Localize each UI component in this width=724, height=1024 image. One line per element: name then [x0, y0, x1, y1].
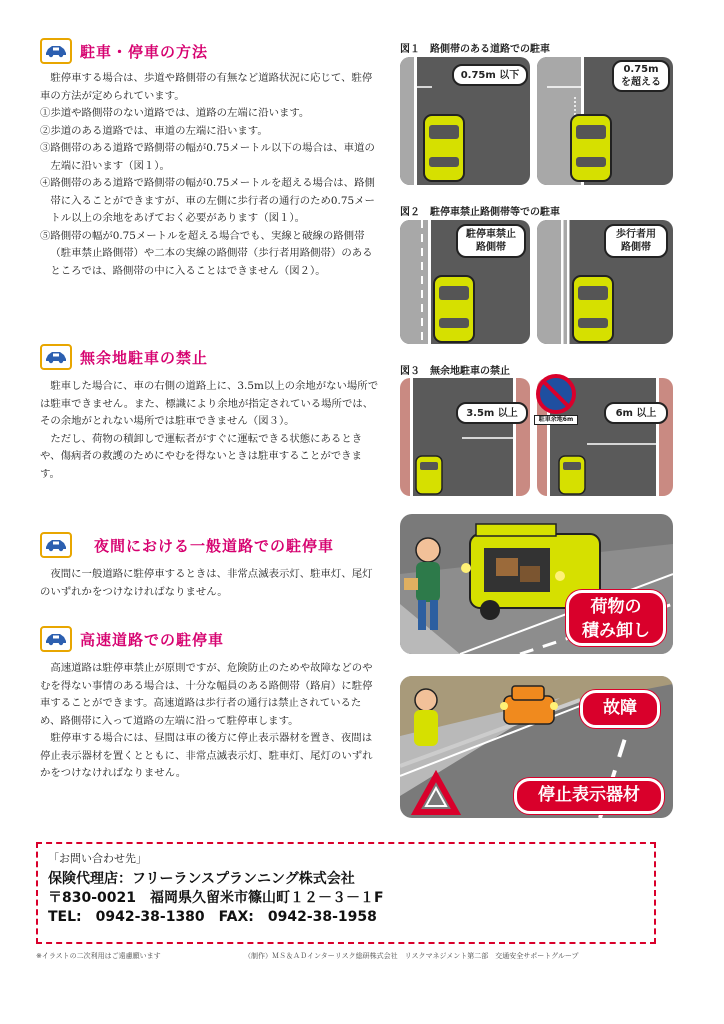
car-top-view [424, 115, 464, 181]
section-body-night [40, 566, 380, 601]
label-warning-device: 停止表示器材 [514, 778, 664, 814]
callout-left [456, 224, 526, 258]
callout-line: 駐停車禁止 [466, 229, 516, 240]
section-title: 高速道路での駐停車 [80, 630, 225, 649]
footer-credit: （制作）ＭＳ＆ＡＤインターリスク総研株式会社 リスクマネジメント第二部 交通安全サポートグループ [244, 952, 579, 960]
contact-phone: TEL: 0942-38-1380 FAX: 0942-38-1958 [48, 909, 377, 925]
section-body-parking [40, 70, 380, 280]
no-parking-sign [536, 374, 576, 424]
section-heading-highway [40, 626, 224, 652]
car-icon [40, 532, 72, 558]
label-loading [566, 590, 666, 646]
list-item: ⑤路側帯の幅が0.75メートルを超える場合でも、実線と破線の路側帯（駐車禁止路側帯）や二本の実線の路側帯（歩行者用路側帯）のあるところでは、路側帯の中に入ることはできません（図２）。 [40, 229, 373, 277]
car-top-view [434, 276, 474, 342]
callout-line: 路側帯 [621, 242, 651, 253]
car-icon [40, 38, 72, 64]
contact-box [36, 842, 656, 944]
figure-3-caption: 図３ 無余地駐車の禁止 [400, 366, 510, 377]
label-breakdown: 故障 [580, 690, 660, 728]
callout-right [604, 224, 668, 258]
paragraph: 夜間に一般道路に駐停車するときは、非常点滅表示灯、駐車灯、尾灯のいずれかをつけなければなりません。 [40, 568, 373, 598]
paragraph: 駐車した場合に、車の右側の道路上に、3.5m以上の余地がない場所では駐車できません。また、標識により余地が指定されている場所では、その余地がとれない場所では駐車できません（図３）。 [40, 380, 379, 427]
label-line: 積み卸し [582, 621, 650, 641]
callout-line: 歩行者用 [616, 229, 656, 240]
person-illustration [414, 689, 438, 746]
callout-left: 0.75m 以下 [452, 64, 528, 86]
section-heading-parking [40, 38, 208, 64]
section-body-highway [40, 660, 380, 783]
callout-line: を超える [621, 77, 661, 88]
no-parking-sign-icon [536, 374, 576, 414]
callout-line: 路側帯 [476, 242, 506, 253]
car-top-view [573, 276, 613, 342]
callout-line: 0.75m [623, 64, 659, 75]
label-line: 荷物の [590, 597, 642, 617]
paragraph: 高速道路は駐停車禁止が原則ですが、危険防止のためや故障などのやむを得ない事情のある場合は、十分な幅員のある路側帯（路肩）に駐停車することができます。高速道路は歩行者の通行は禁止されているため、路側帯に入って道路の左端に沿って駐停車します。 [40, 662, 373, 727]
figure-3-left-panel [400, 378, 530, 496]
section-title: 駐車・停車の方法 [80, 42, 209, 61]
list-item: ③路側帯のある道路で路側帯の幅が0.75メートル以下の場合は、車道の左端に沿います（図１）。 [40, 142, 375, 172]
section-title: 無余地駐車の禁止 [80, 348, 209, 367]
section-heading-night [40, 532, 334, 558]
car-icon [40, 344, 72, 370]
callout-left: 3.5m 以上 [456, 402, 528, 424]
list-item: ②歩道のある道路では、車道の左端に沿います。 [40, 124, 268, 137]
callout-right: 6m 以上 [604, 402, 668, 424]
contact-heading: 「お問い合わせ先」 [48, 852, 147, 865]
section-heading-no-space [40, 344, 208, 370]
section-body-no-space [40, 378, 380, 483]
figure-1-caption: 図１ 路側帯のある道路での駐車 [400, 44, 550, 55]
figure-2-caption: 図２ 駐停車禁止路側帯等での駐車 [400, 207, 560, 218]
list-item: ④路側帯のある道路で路側帯の幅が0.75メートルを超える場合は、路側帯に入ることができますが、車の左側に歩行者の通行のため0.75メートル以上の余地をあげておく必要があります（図１）。 [40, 177, 375, 224]
sign-plate: 駐車余地6m [534, 415, 578, 425]
paragraph: 駐停車する場合は、歩道や路側帯の有無など道路状況に応じて、駐停車の方法が定められています。 [40, 72, 373, 102]
list-item: ①歩道や路側帯のない道路では、道路の左端に沿います。 [40, 107, 310, 119]
footer-note: ※イラストの二次利用はご遠慮願います [36, 952, 161, 960]
callout-right [612, 60, 670, 92]
section-title: 夜間における一般道路での駐停車 [94, 536, 335, 555]
paragraph: ただし、荷物の積卸しで運転者がすぐに運転できる状態にあるときや、傷病者の救護のためにやむを得ないときは駐車することができます。 [40, 432, 363, 480]
contact-address: 〒830-0021 福岡県久留米市篠山町１２－３－１F [48, 890, 384, 906]
car-top-view [416, 456, 442, 494]
car-top-view [571, 115, 611, 181]
car-top-view [559, 456, 585, 494]
car-icon [40, 626, 72, 652]
contact-agency: 保険代理店：フリーランスプランニング株式会社 [48, 871, 355, 887]
paragraph: 駐停車する場合には、昼間は車の後方に停止表示器材を置き、夜間は停止表示器材を置くとともに、非常点滅表示灯、駐車灯、尾灯のいずれかをつけなければなりません。 [40, 732, 373, 779]
